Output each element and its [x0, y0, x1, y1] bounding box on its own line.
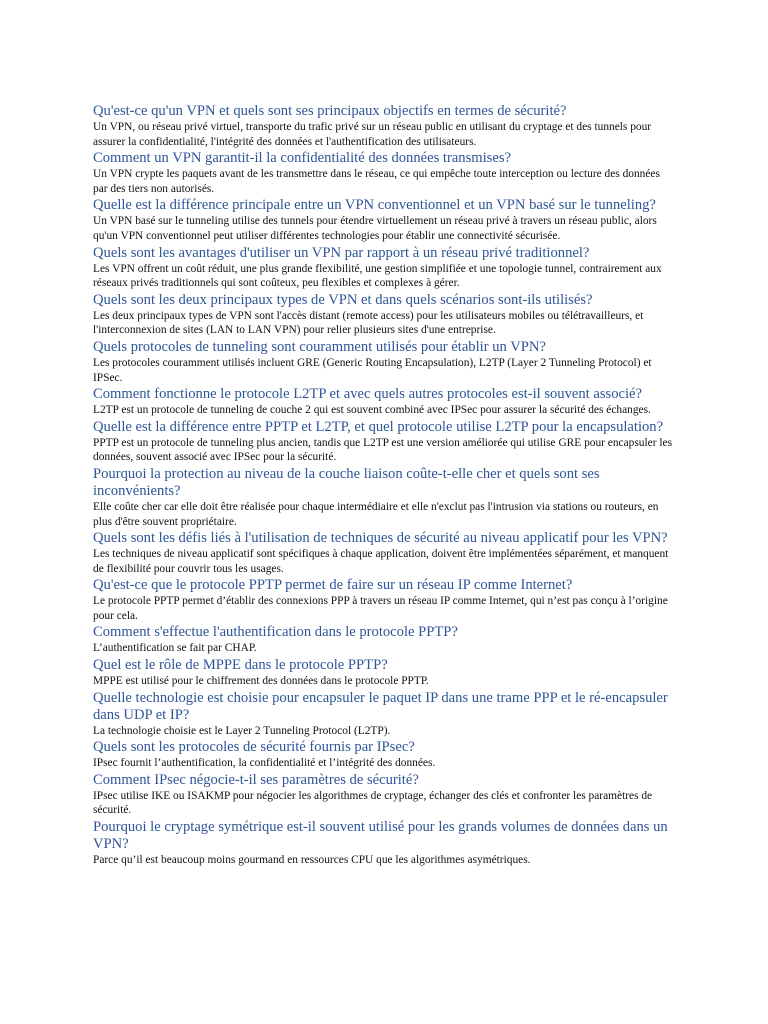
answer-text: Les VPN offrent un coût réduit, une plus grande flexibilité, une gestion simplifiée et une topologie tunnel, contrairement aux réseaux privés traditionnels qui sont coûteux, peu flexibles et complexes à gérer. [93, 262, 662, 290]
answer-text: Les protocoles couramment utilisés incluent GRE (Generic Routing Encapsulation), L2TP (Layer 2 Tunneling Protocol) et IPSec. [93, 356, 652, 384]
answer-text: Parce qu’il est beaucoup moins gourmand en ressources CPU que les algorithmes asymétriques. [93, 854, 531, 867]
answer-text: PPTP est un protocole de tunneling plus ancien, tandis que L2TP est une version améliorée qui utilise GRE pour encapsuler les données, souvent associé avec IPSec pour la sécurité. [93, 436, 673, 464]
question-heading: Quelle technologie est choisie pour encapsuler le paquet IP dans une trame PPP et le ré-encapsuler dans UDP et IP? [93, 689, 668, 723]
question-heading: Quels sont les protocoles de sécurité fournis par IPsec? [93, 739, 415, 756]
answer-text: Les techniques de niveau applicatif sont spécifiques à chaque application, doivent être implémentées séparément, et manquent de flexibilité pour couvrir tous les usages. [93, 548, 669, 575]
question-heading: Quels sont les deux principaux types de VPN et dans quels scénarios sont-ils utilisés? [93, 291, 593, 308]
answer-text: IPsec utilise IKE ou ISAKMP pour négocier les algorithmes de cryptage, échanger des clés et confronter les paramètres de sécurité. [93, 789, 653, 817]
question-heading: Quelle est la différence entre PPTP et L2TP, et quel protocole utilise L2TP pour la encapsulation? [93, 418, 664, 435]
answer-text: Un VPN, ou réseau privé virtuel, transporte du trafic privé sur un réseau public en utilisant du cryptage et des tunnels pour assurer la confidentialité, l'intégrité des données et l'authentification des utilisateurs. [93, 121, 652, 148]
answer-text: Un VPN basé sur le tunneling utilise des tunnels pour étendre virtuellement un réseau privé à travers un réseau public, alors qu'un VPN conventionnel peut utiliser différentes technologies pour établir une connectivité sécurisée. [93, 215, 657, 242]
question-heading: Quel est le rôle de MPPE dans le protocole PPTP? [93, 657, 388, 674]
question-heading: Quels sont les avantages d'utiliser un VPN par rapport à un réseau privé traditionnel? [93, 244, 590, 261]
question-heading: Comment fonctionne le protocole L2TP et avec quels autres protocoles est-il souvent associé? [93, 386, 642, 403]
answer-text: L’authentification se fait par CHAP. [93, 642, 257, 655]
question-heading: Pourquoi la protection au niveau de la couche liaison coûte-t-elle cher et quels sont ses inconvénients? [93, 465, 600, 499]
question-heading: Comment IPsec négocie-t-il ses paramètres de sécurité? [93, 771, 419, 788]
answer-text: Un VPN crypte les paquets avant de les transmettre dans le réseau, ce qui empêche toute interception ou lecture des données par des tiers non autorisés. [93, 168, 660, 195]
document-body [93, 103, 675, 869]
answer-text: Le protocole PPTP permet d’établir des connexions PPP à travers un réseau IP comme Internet, qui n’est pas conçu à l’origine pour cela. [93, 595, 668, 622]
answer-text: Les deux principaux types de VPN sont l'accès distant (remote access) pour les utilisateurs mobiles ou télétravailleurs, et l'interconnexion de sites (LAN to LAN VPN) pour relier plusieurs sites d'une entreprise. [93, 309, 644, 337]
question-heading: Qu'est-ce que le protocole PPTP permet de faire sur un réseau IP comme Internet? [93, 577, 573, 594]
answer-text: L2TP est un protocole de tunneling de couche 2 qui est souvent combiné avec IPSec pour assurer la sécurité des échanges. [93, 404, 651, 417]
answer-text: La technologie choisie est le Layer 2 Tunneling Protocol (L2TP). [93, 724, 391, 737]
question-heading: Quelle est la différence principale entre un VPN conventionnel et un VPN basé sur le tunneling? [93, 197, 656, 214]
question-heading: Comment s'effectue l'authentification dans le protocole PPTP? [93, 624, 458, 641]
question-heading: Qu'est-ce qu'un VPN et quels sont ses principaux objectifs en termes de sécurité? [93, 103, 567, 119]
answer-text: IPsec fournit l’authentification, la confidentialité et l’intégrité des données. [93, 757, 436, 770]
question-heading: Comment un VPN garantit-il la confidentialité des données transmises? [93, 150, 511, 167]
question-heading: Quels protocoles de tunneling sont couramment utilisés pour établir un VPN? [93, 338, 546, 355]
answer-text: MPPE est utilisé pour le chiffrement des données dans le protocole PPTP. [93, 675, 429, 688]
question-heading: Pourquoi le cryptage symétrique est-il souvent utilisé pour les grands volumes de données dans un VPN? [93, 819, 668, 853]
answer-text: Elle coûte cher car elle doit être réalisée pour chaque intermédiaire et elle n'exclut pas l'intrusion via stations ou routeurs, en plus d'être souvent propriétaire. [93, 500, 659, 528]
question-heading: Quels sont les défis liés à l'utilisation de techniques de sécurité au niveau applicatif pour les VPN? [93, 530, 668, 547]
